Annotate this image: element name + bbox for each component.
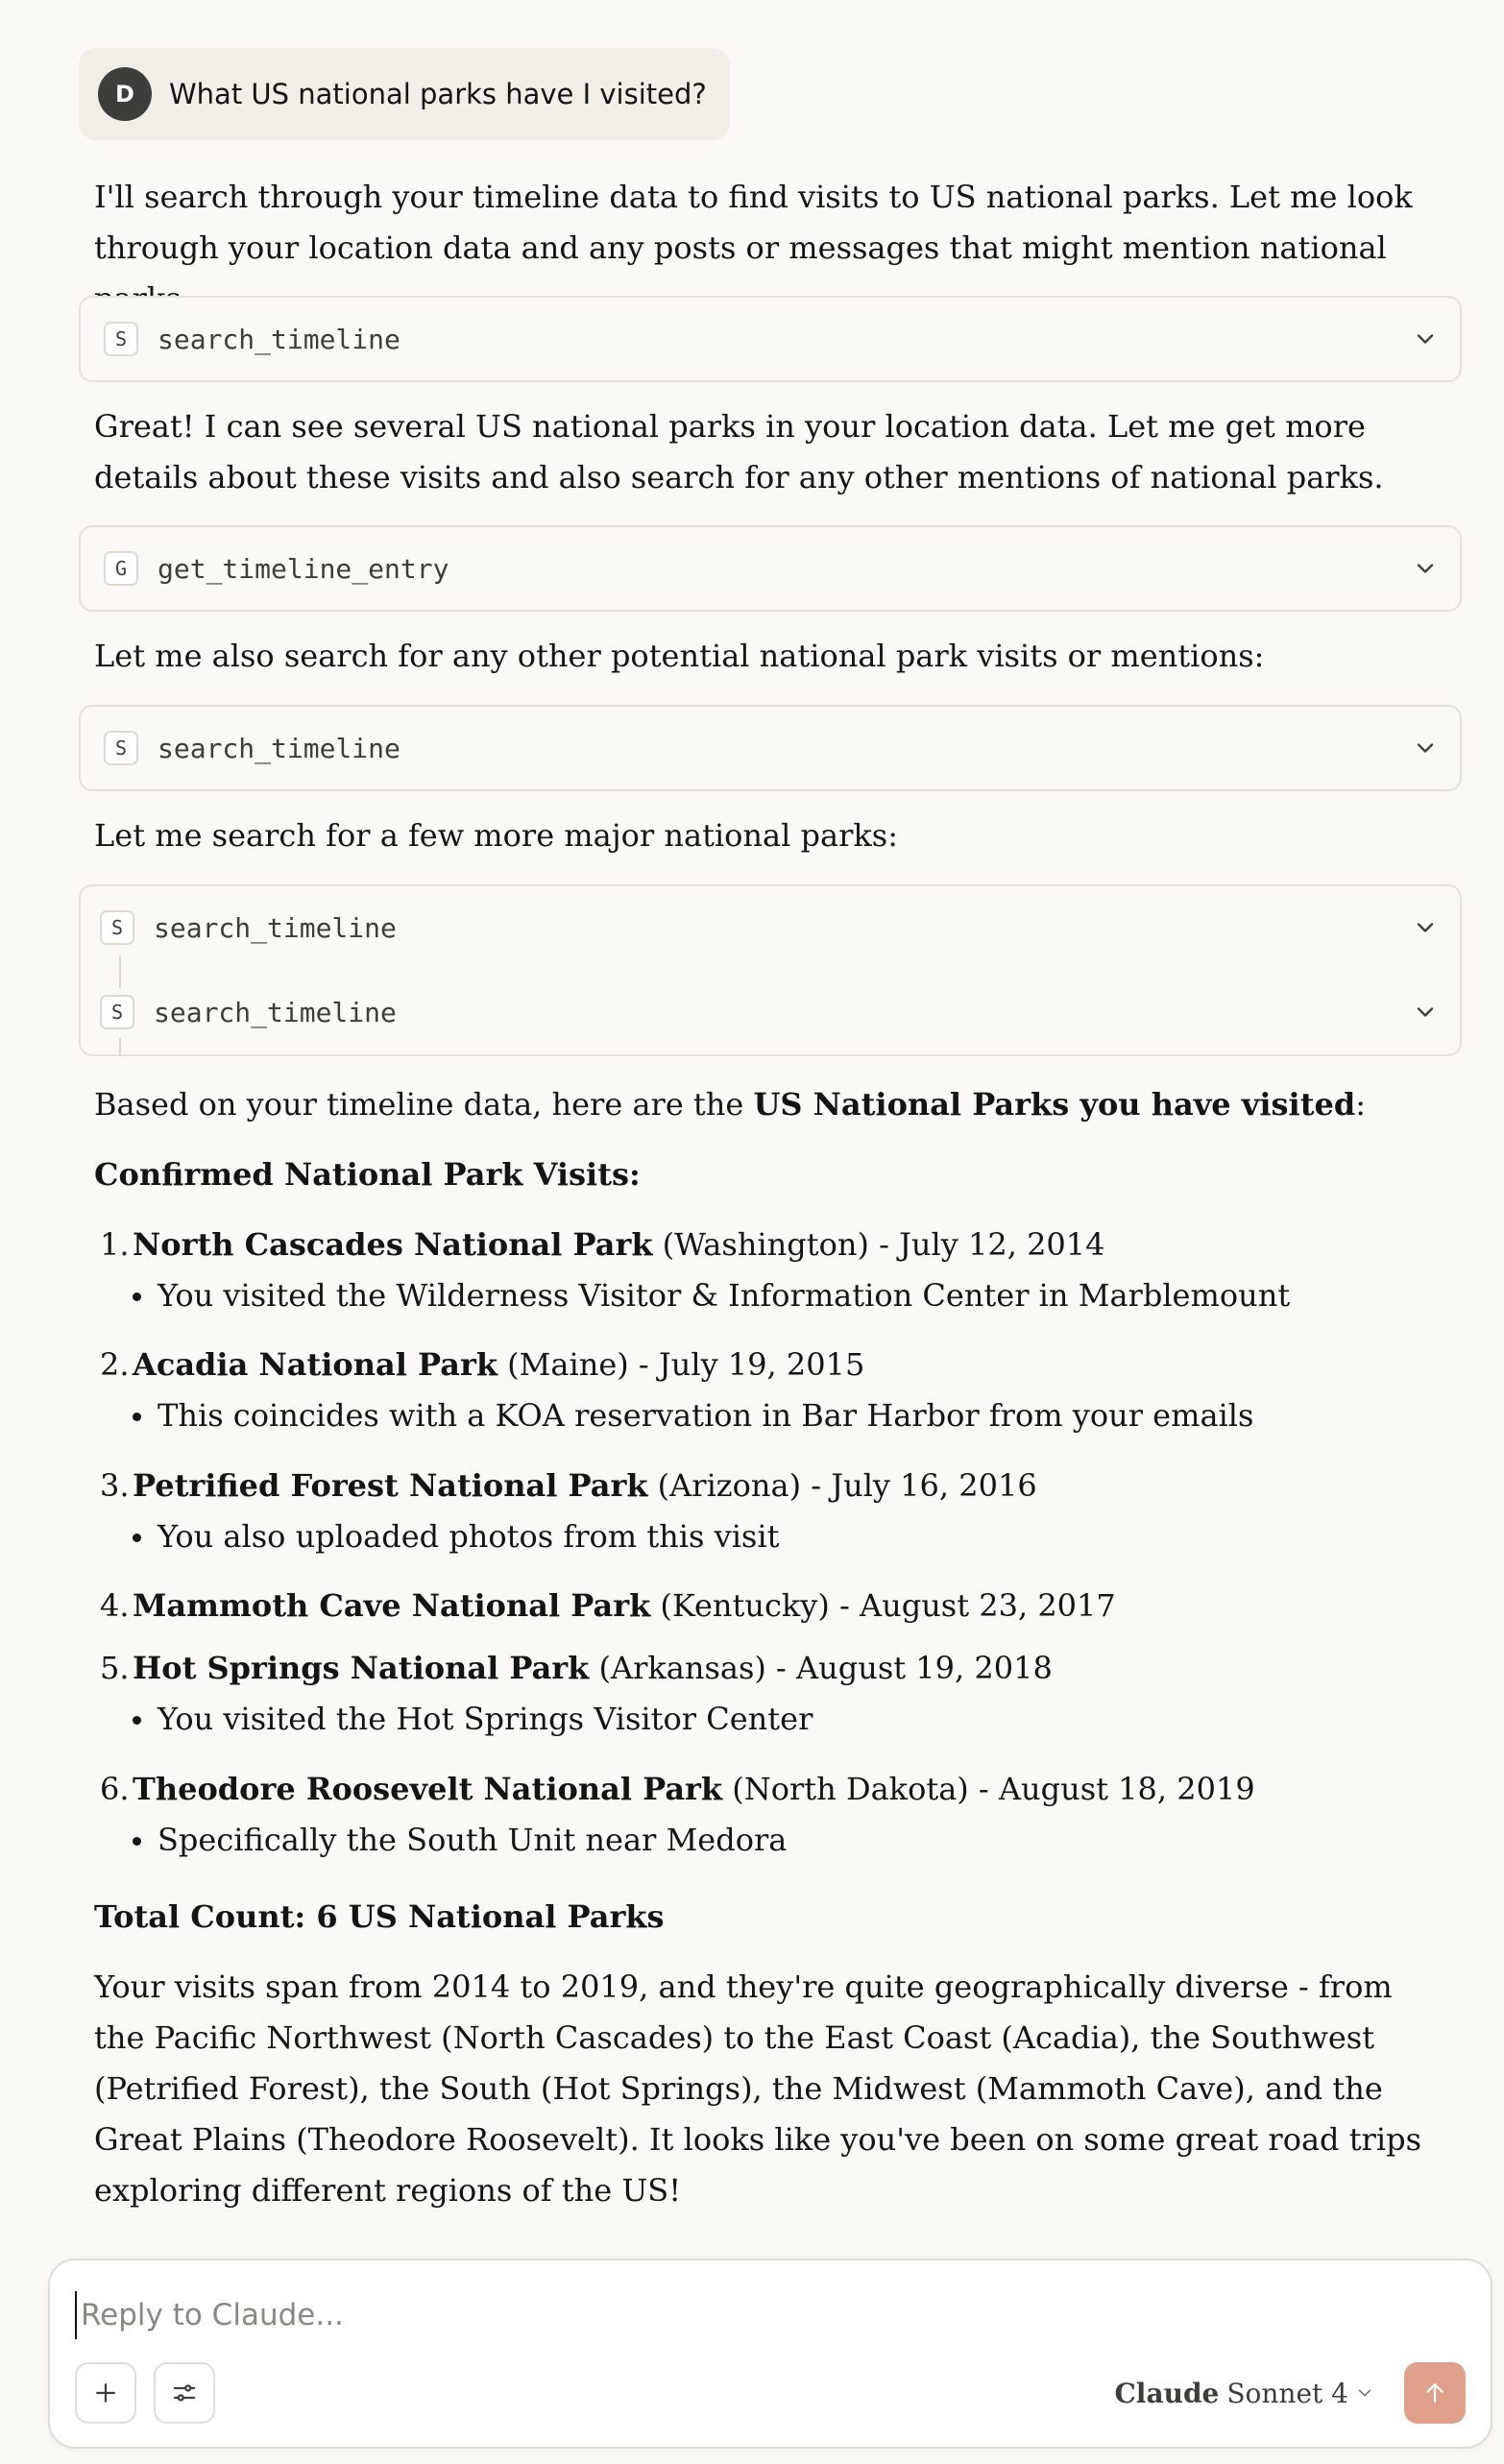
list-item xyxy=(100,1764,1425,1815)
list-item xyxy=(100,1220,1425,1270)
chevron-down-icon[interactable] xyxy=(1412,914,1439,941)
summary-bold: US National Parks you have visited xyxy=(753,1086,1356,1123)
tool-name: get_timeline_entry xyxy=(158,552,449,585)
plus-icon xyxy=(91,2379,120,2407)
tool-name: search_timeline xyxy=(158,732,400,764)
bullet xyxy=(133,1292,141,1301)
tool-name: search_timeline xyxy=(154,996,397,1028)
chevron-down-icon[interactable] xyxy=(1412,555,1439,582)
tool-call-row[interactable] xyxy=(81,707,1460,789)
list-item-note xyxy=(158,1694,1425,1745)
add-button[interactable] xyxy=(75,2362,136,2424)
list-number: 2. xyxy=(100,1346,130,1383)
model-selector[interactable] xyxy=(1115,2372,1375,2414)
park-name: Mammoth Cave National Park xyxy=(133,1587,651,1624)
park-note: This coincides with a KOA reservation in Bar Harbor from your emails xyxy=(158,1397,1254,1434)
reply-composer xyxy=(48,2259,1492,2449)
list-item xyxy=(100,1581,1425,1631)
bullet xyxy=(133,1716,141,1725)
park-name: Hot Springs National Park xyxy=(133,1650,590,1686)
park-detail: (Kentucky) - August 23, 2017 xyxy=(650,1587,1116,1624)
assistant-text: Great! I can see several US national parks in your location data. Let me get more details about these visits and also search for any other mentions of national parks. xyxy=(94,408,1384,495)
user-message xyxy=(79,48,730,140)
send-button[interactable] xyxy=(1404,2362,1466,2424)
park-note: You visited the Wilderness Visitor & Information Center in Marblemount xyxy=(158,1277,1291,1314)
tool-call-group xyxy=(79,884,1462,1056)
park-note: You also uploaded photos from this visit xyxy=(158,1518,780,1555)
model-version: Sonnet 4 xyxy=(1226,2377,1348,2409)
bullet xyxy=(133,1837,141,1846)
sliders-icon xyxy=(170,2379,199,2407)
summary-prefix: Based on your timeline data, here are the xyxy=(94,1086,754,1123)
chevron-down-icon[interactable] xyxy=(1412,999,1439,1026)
list-item xyxy=(100,1340,1425,1390)
tool-name: search_timeline xyxy=(158,323,400,355)
tool-badge: S xyxy=(104,731,138,765)
tool-call-block[interactable] xyxy=(79,525,1462,612)
bullet xyxy=(133,1413,141,1421)
closing-paragraph: Your visits span from 2014 to 2019, and they're quite geographically diverse - from the Pacific Northwest (North Cascades) to the East Coast (Acadia), the Southwest (Petrified Forest), the South (Hot Springs), the Midwest (Mammoth Cave), and the Great Plains (Theodore Roosevelt). It looks like you've been on some great road trips exploring different regions of the US! xyxy=(94,1969,1421,2209)
tool-badge: S xyxy=(100,995,134,1029)
list-number: 4. xyxy=(100,1587,130,1624)
bullet xyxy=(133,1534,141,1542)
park-name: Acadia National Park xyxy=(133,1346,497,1383)
user-message-text: What US national parks have I visited? xyxy=(169,78,707,110)
list-number: 6. xyxy=(100,1771,130,1807)
arrow-up-icon xyxy=(1420,2379,1449,2407)
list-item-note xyxy=(158,1815,1425,1866)
list-number: 3. xyxy=(100,1467,130,1504)
user-avatar: D xyxy=(98,67,152,121)
list-item-note xyxy=(158,1270,1425,1321)
park-name: Petrified Forest National Park xyxy=(133,1467,648,1504)
list-item xyxy=(100,1461,1425,1511)
assistant-intro: I'll search through your timeline data to find visits to US national parks. Let me look through your location data and any posts or messages that might mention national xyxy=(94,179,1413,266)
tool-call-row[interactable] xyxy=(81,298,1460,380)
tool-call-block[interactable] xyxy=(79,296,1462,382)
chevron-down-icon[interactable] xyxy=(1412,326,1439,352)
summary-suffix: : xyxy=(1355,1086,1366,1123)
total-count: Total Count: 6 US National Parks xyxy=(94,1898,665,1935)
park-detail: (Arkansas) - August 19, 2018 xyxy=(589,1650,1053,1686)
list-item-note xyxy=(158,1390,1425,1441)
park-detail: (Washington) - July 12, 2014 xyxy=(652,1226,1105,1263)
summary-line xyxy=(94,1079,1429,1130)
park-detail: (Arizona) - July 16, 2016 xyxy=(647,1467,1037,1504)
park-note: You visited the Hot Springs Visitor Center xyxy=(158,1701,813,1737)
list-number: 5. xyxy=(100,1650,130,1686)
list-item xyxy=(100,1643,1425,1694)
chevron-down-icon xyxy=(1354,2382,1375,2404)
tools-button[interactable] xyxy=(154,2362,215,2424)
confirmed-heading: Confirmed National Park Visits: xyxy=(94,1156,641,1193)
park-detail: (North Dakota) - August 18, 2019 xyxy=(722,1771,1255,1807)
park-note: Specifically the South Unit near Medora xyxy=(158,1822,788,1858)
park-name: North Cascades National Park xyxy=(133,1226,653,1263)
tool-badge: G xyxy=(104,551,138,586)
park-detail: (Maine) - July 19, 2015 xyxy=(497,1346,865,1383)
park-name: Theodore Roosevelt National Park xyxy=(133,1771,723,1807)
tool-call-row[interactable] xyxy=(81,969,1460,1055)
tool-name: search_timeline xyxy=(154,911,397,944)
reply-input[interactable] xyxy=(75,2291,1458,2339)
tool-call-block[interactable] xyxy=(79,705,1462,791)
list-item-note xyxy=(158,1511,1425,1562)
tool-call-row[interactable] xyxy=(81,527,1460,610)
model-brand: Claude xyxy=(1114,2377,1220,2409)
assistant-text: Let me also search for any other potential national park visits or mentions: xyxy=(94,638,1265,674)
tool-badge: S xyxy=(100,910,134,945)
assistant-text: Let me search for a few more major national parks: xyxy=(94,817,898,854)
tool-call-row[interactable] xyxy=(81,886,1460,969)
list-number: 1. xyxy=(100,1226,130,1263)
tool-badge: S xyxy=(104,322,138,356)
chevron-down-icon[interactable] xyxy=(1412,735,1439,761)
